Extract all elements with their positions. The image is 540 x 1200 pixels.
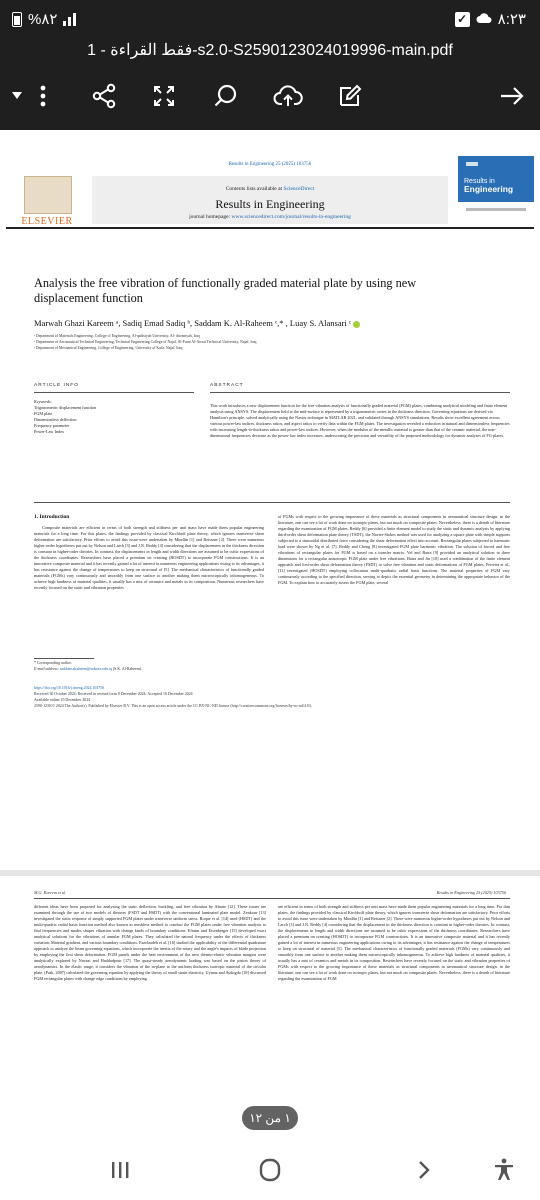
sciencedirect-link[interactable]: ScienceDirect (283, 186, 315, 192)
cover-journal-name: Engineering (464, 184, 514, 194)
email-link[interactable]: saddam.alraheem@uokufa.edu.iq (59, 667, 112, 671)
viewer-toolbar (0, 78, 540, 114)
back-button[interactable] (394, 1148, 454, 1192)
cover-small-text: Results in (464, 178, 495, 185)
running-head-left: M.G. Kareem et al. (34, 890, 67, 895)
file-title: فقط القراءة - 1-s2.0-S2590123024019996-main.pdf (87, 42, 453, 59)
status-right (455, 10, 526, 28)
pdf-page-2 (0, 870, 540, 1140)
abstract-text: This work introduces a new displacement function for the free vibration analysis of functionally graded material (FGM) plates, combining analytical modeling and finite element analysis using ANSYS. The displacement field at the mid-surface is represented by a trigonometric series in the thickness direction. Governing equations are derived via Hamilton's principle, solved analytically using the Navier technique in MATLAB 2021, and validated through ANSYS simulations. Results show excellent agreement across various power-law indices, thickness ratios, and aspect ratios to verify data within the FGM plates. The investigation revealed a reduction in natural and dimensionless frequencies with increasing length-to-thickness ratios and power-law indices. However, when the modulus of the metallic material is greater than that of the ceramic material, the non-dimensional frequencies decrease as the power-law index increases, underscoring the precision and versatility of the proposed methodology for dynamic analyses of FG-plates. (210, 403, 510, 438)
orcid-icon[interactable] (353, 321, 360, 328)
affiliation-a: ᵃ Department of Materials Engineering, College of Engineering, Al-qadisiyah University, Al- diwaniyah, Iraq (34, 334, 200, 338)
article-info-heading: ARTICLE INFO (34, 383, 79, 388)
authors: Marwah Ghazi Kareem ᵃ, Sadiq Emad Sadiq ᵇ, Saddam K. Al-Raheem ᶜ,* , Luay S. Alansari ᶜ (34, 318, 514, 328)
abstract-heading: ABSTRACT (210, 383, 244, 388)
recent-apps-button[interactable] (90, 1148, 150, 1192)
page-indicator: ١ من ١٢ (242, 1106, 298, 1130)
journal-reference: Results in Engineering 25 (2025) 103756 (228, 162, 312, 167)
running-head-right: Results in Engineering 25 (2025) 103756 (436, 890, 506, 895)
homepage-line: journal homepage: www.sciencedirect.com/journal/results-in-engineering (189, 214, 351, 220)
share-icon[interactable] (84, 78, 124, 114)
elsevier-tree-icon (24, 176, 72, 214)
doi-link[interactable]: https://doi.org/10.1016/j.rineng.2024.103756 (34, 686, 105, 690)
cloud-upload-icon[interactable] (266, 78, 310, 114)
header-rule (6, 227, 534, 229)
accessibility-icon[interactable] (474, 1148, 534, 1192)
intro-left-column: Composite materials are efficient in terms of both strength and stiffness per unit mass have made them popular engineering materials for a long time. For this plates, the findings provided by classical Kirchhoff plate theory, which ignores transverse shear deformation are satisfactory. Prior efforts to avoid this issue were undertaken by Mindlin [1] and Reissner [2]. There were numerous higher-order hypotheses put out by Nelson and Larch [3] and J.N. Reddy [4] considering that the displacement in the thickness direction is constant in higher-order theories. In contrast, the displacements in length and width directions are assumed to be cubic expressions of the thickness coordinates. Researchers have placed a premium on creating (HOSDT) to incorporate FGM constructions. It is an innovative composite material and it has recently gained a lot of interest in numerous engineering applications owing to its advantages, it has resistance against the change of temperatures to keep on structural of [5]. The mechanical characteristics of functionally graded materials (FGMs) vary continuously and smoothly from one surface to another making them microscopically inhomogeneous. To achieve high hardness of material qualities, it usually has a mix of ceramics and metals in its composition. Numerous researchers have recently focused on the static and vibration properties (34, 525, 264, 590)
status-bar (0, 8, 540, 32)
received-dates: Received 30 October 2024; Received in revised form 8 December 2024; Accepted 16 December 2024 (34, 692, 193, 696)
more-options-icon[interactable] (28, 78, 58, 114)
page2-right-column: are efficient in terms of both strength and stiffness per unit mass have made them popular engineering materials for a long time. For thin plates, the findings provided by classical Kirchhoff plate theory, which ignores transverse shear deformation are satisfactory. Prior efforts to avoid this issue were undertaken by Mindlin [1] and Reissner [2]. There were numerous higher-order hypotheses put out by Nelson and Larch [3] and J.N. Reddy [4] considering that the displacement in the thickness direction is constant in higher-order theories. In contrast, the displacements in length and width directions are assumed to be cubic expressions of the thickness coordinates. Researchers have placed a premium on creating (HOSDT) to incorporate FGM constructions. It is an innovative composite material and it has recently gained a lot of interest in numerous engineering applications owing to its advantages, it has resistance against the change of temperatures to keep on structural of material [5]. The mechanical characteristics of functionally graded materials (FGMs) vary continuously and smoothly from one surface to another making them microscopically inhomogeneous. To achieve high hardness of material qualities, it usually has a mix of ceramics and metals in its composition. Researchers have recently focused on the static and vibration properties of FGMs with respect to the growing importance of these materials as structural components in aeronautical structure design. in the literature, one can see a lot of work done on isotropic plates, but not much on composite plates. Nevertheless, there is a dearth of literature regarding the examination of FGM (278, 904, 510, 981)
signal-icon (63, 12, 76, 26)
search-icon[interactable] (206, 78, 246, 114)
pdf-page-1 (0, 130, 540, 860)
status-left (12, 10, 76, 28)
affiliation-c: ᶜ Department of Mechanical Engineering, College of Engineering, University of Kufa, Najaf, Iraq (34, 346, 183, 350)
corresponding-author: * Corresponding author. (34, 661, 72, 665)
keyword-4: Frequency parameter (34, 423, 70, 428)
keyword-2: FGM plate (34, 411, 53, 416)
paper-title: Analysis the free vibration of functionally graded material plate by using new displacement function (34, 276, 417, 305)
abstract-bottom-rule (34, 502, 510, 503)
dropdown-arrow-icon[interactable] (6, 78, 28, 114)
journal-homepage-link[interactable]: www.sciencedirect.com/journal/results-in-engineering (231, 214, 351, 220)
keywords-label: Keywords: (34, 399, 52, 404)
abstract-rule (210, 392, 510, 393)
email-line: E-mail address: saddam.alraheem@uokufa.edu.iq (S.K. Al-Raheem). (34, 667, 143, 671)
battery-percent: %٨٢ (28, 11, 58, 28)
license-text: 2590-1230/© 2024 The Author(s). Published by Elsevier B.V. This is an open access article under the CC BY-NC-ND license (http://creativecommons.org/licenses/by-nc-nd/4.0/). (34, 704, 313, 708)
available-online: Available online 19 December 2024 (34, 698, 91, 702)
intro-right-column: of FGMs with respect to the growing importance of these materials as structural components in aeronautical structure design. in the literature, one can see a lot of work done on isotropic plates, but not much on composite plates. Nevertheless, there is a dearth of literature regarding the examination of FGM plates. Reddy [6] provided a finite element model to study the static and dynamic analysis by applying third-order shear deformation plate theory (TSDT), the Navier-Stokes method was used for analyzing a square plate with simple supports subjected to a sinusoidal distributed force considering the shear deformation effect into account. Rectangular plates subjected to harmonic load were shown by Ng et al. [7]. Reddy and Cheng [8] investigated FGM plate harmonic vibration. The solution of forced and free vibrations of rectangular plates for FGM is based on a transfer matrix. Vel and Batra [9] provided an analytical solution in three dimensions for a rectangular anisotropic FGM plate under free vibrations. Batra and Jin [10] used a combination of the finite element approach and first-order shear deformation theory (FSDT) to solve free vibration and static deformations of FGM plates. Ferreira et al., [11] investigated (HOSDT) employing collocation multi-quadratic radial basis functions. The material properties of FGM vary continuously according to the specified direction, serving to depict the essential geometry in determining the appropriate behavior of the FGM. To explain how to accurately assess the FGM plate, several (278, 514, 510, 585)
publisher-name: ELSEVIER (21, 216, 73, 227)
footnote-rule (34, 658, 94, 659)
forward-arrow-icon[interactable] (492, 78, 532, 114)
affiliation-b: ᵇ Department of Aeronautical Technical Engineering, Technical Engineering College of Najaf, Al-Furat Al-Awsat Technical University, Najaf, Iraq (34, 340, 257, 344)
elsevier-logo (6, 176, 88, 228)
page2-left-column: different ideas have been proposed for analyzing the static deflection, buckling, and free vibration by Abrate [12]. These issues are examined through the use of two models of theories (FSDT and HSDT) with the conventional laminated plate model. Zenkour [13] investigated the static response of simply supported FGM plates under transverse uniform stress. Roque et al. [14] used (HSDT) and the multi-quadric radial basis function method also known as meshless method to conduct the FGM plates under free vibration analysis to find frequencies and modes shapes vibration with change kinds of boundary conditions. Efraim and Eisenberger [15] developed exact analytical solutions for the vibrations of annular FGM plates. They calculated the natural frequency under the effects of thickness variation, Material gradient, and various boundary conditions. Fazelzadeh et al. [16] studied the applicability of the differential quadrature approach to analyze the beam governing equations, which incorporate the inertia of the rotary and the angle's impacts of blade projection by employing the first shear deformation. FGM panels under the heat environment of the aero thermo-elastic vibration margins were analytically explored by Navazi and Haddadpour [17]. The quasi-steady aerodynamic loading was based on the piston theory of aerodynamics. In the elastic range, it considers the vibration of the in-plane to the uniform thickness isotropic material of the circular plate. (Park, 2007) calculated the governing equation by applying the theory of small strain elasticity. Uymaz and Aydogdu [18] discussed FGM rectangular plates with change edge conditions by employing (34, 904, 266, 981)
keyword-1: Trigonometric displacement function (34, 405, 97, 410)
keyword-5: Power-Law Index (34, 429, 65, 434)
cloud-icon (476, 11, 492, 28)
keyword-3: Dimensionless deflection (34, 417, 77, 422)
contents-line: Contents lists available at ScienceDirect (225, 186, 315, 192)
checkbox-notification-icon: ✓ (455, 12, 470, 27)
journal-name: Results in Engineering (215, 197, 325, 211)
pdf-document-view[interactable] (0, 130, 540, 1140)
journal-cover-image (458, 156, 534, 226)
edit-icon[interactable] (330, 78, 370, 114)
journal-header-box (92, 176, 448, 224)
battery-icon (12, 12, 22, 27)
home-button[interactable] (240, 1148, 300, 1192)
section-1-heading: 1. Introduction (34, 514, 70, 520)
fullscreen-icon[interactable] (144, 78, 184, 114)
running-head-rule (34, 898, 510, 899)
article-info-rule (34, 392, 194, 393)
system-navigation-bar (0, 1140, 540, 1200)
clock: ٨:٢٣ (497, 11, 526, 28)
